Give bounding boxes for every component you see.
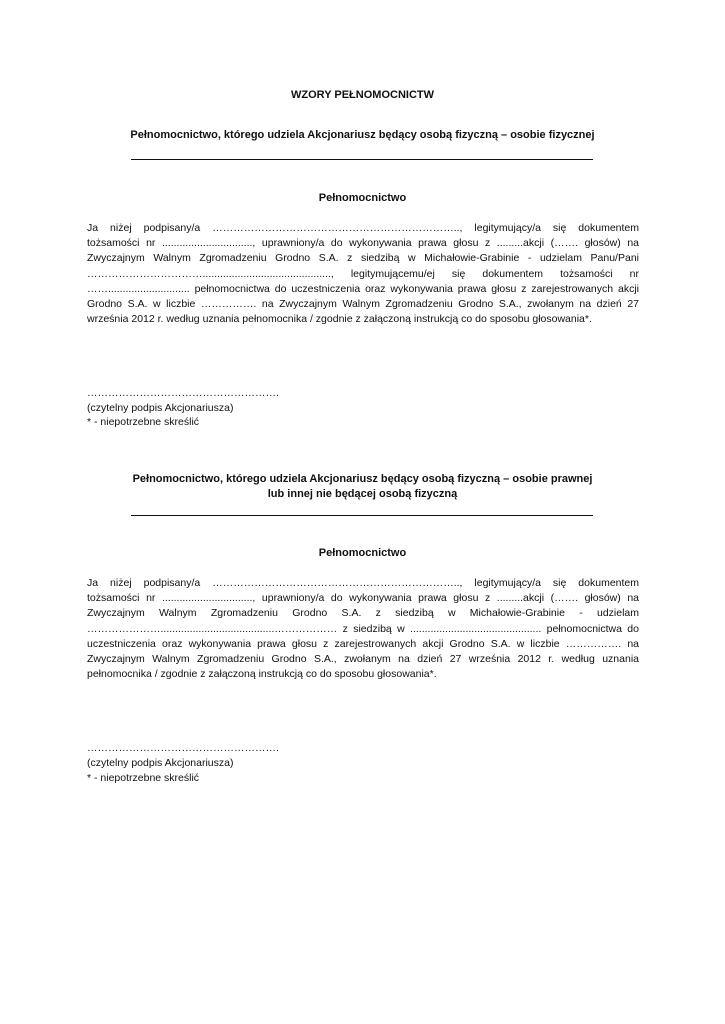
section-2-footnote: * - niepotrzebne skreślić xyxy=(87,772,200,784)
section-2-body: Ja niżej podpisany/a …………………………………………………………….., legitymujący/a się dokumentem tożsamości nr ..............................., uprawniony/a do wykonywania prawa głosu z .........akcji (……. głosów) na Zwyczajnym Walnym Zgromadzeniu Grodno S.A. z siedzibą w Michałowie-Grabinie - udzielam ………………….......................................……………… z siedzibą w ............................................. pełnomocnictwa do uczestniczenia oraz wykonywania prawa głosu z zarejestrowanych akcji Grodno S.A. w liczbie ……………. na Zwyczajnym Walnym Zgromadzeniu Grodno S.A., zwołanym na dzień 27 września 2012 r. według uznania pełnomocnika / zgodnie z załączoną instrukcją co do sposobu głosowania*. xyxy=(87,577,639,681)
section-2-divider xyxy=(131,515,593,516)
section-1-signature-label: (czytelny podpis Akcjonariusza) xyxy=(87,402,234,414)
section-2-signature-label: (czytelny podpis Akcjonariusza) xyxy=(87,757,234,769)
section-1-heading: Pełnomocnictwo, którego udziela Akcjonariusz będący osobą fizyczną – osobie fizycznej xyxy=(130,129,595,141)
section-1-subtitle: Pełnomocnictwo xyxy=(318,192,407,204)
section-1-divider xyxy=(131,159,593,160)
section-2-subtitle: Pełnomocnictwo xyxy=(318,547,407,559)
main-title: WZORY PEŁNOMOCNICTW xyxy=(291,89,434,101)
section-2-heading-line-2: lub innej nie będącej osobą fizyczną xyxy=(267,488,458,500)
section-1-body: Ja niżej podpisany/a …………………………………………………………….., legitymujący/a się dokumentem tożsamości nr ..............................., uprawniony/a do wykonywania prawa głosu z .........akcji (……. głosów) na Zwyczajnym Walnym Zgromadzeniu Grodno S.A. z siedzibą w Michałowie-Grabinie - udzielam Panu/Pani ……………………………............................................, legitymującemu/ej się dokumentem tożsamości nr ……............................ pełnomocnictwa do uczestniczenia oraz wykonywania prawa głosu z zarejestrowanych akcji Grodno S.A. w liczbie ……………. na Zwyczajnym Walnym Zgromadzeniu Grodno S.A., zwołanym na dzień 27 września 2012 r. według uznania pełnomocnika / zgodnie z załączoną instrukcją co do sposobu głosowania*. xyxy=(87,222,639,326)
section-2-signature-dots: ………………………………………………. xyxy=(87,742,279,754)
section-2-heading-line-1: Pełnomocnictwo, którego udziela Akcjonariusz będący osobą fizyczną – osobie prawnej xyxy=(132,473,593,485)
section-1-signature-dots: ………………………………………………. xyxy=(87,387,279,399)
section-1-footnote: * - niepotrzebne skreślić xyxy=(87,416,200,428)
